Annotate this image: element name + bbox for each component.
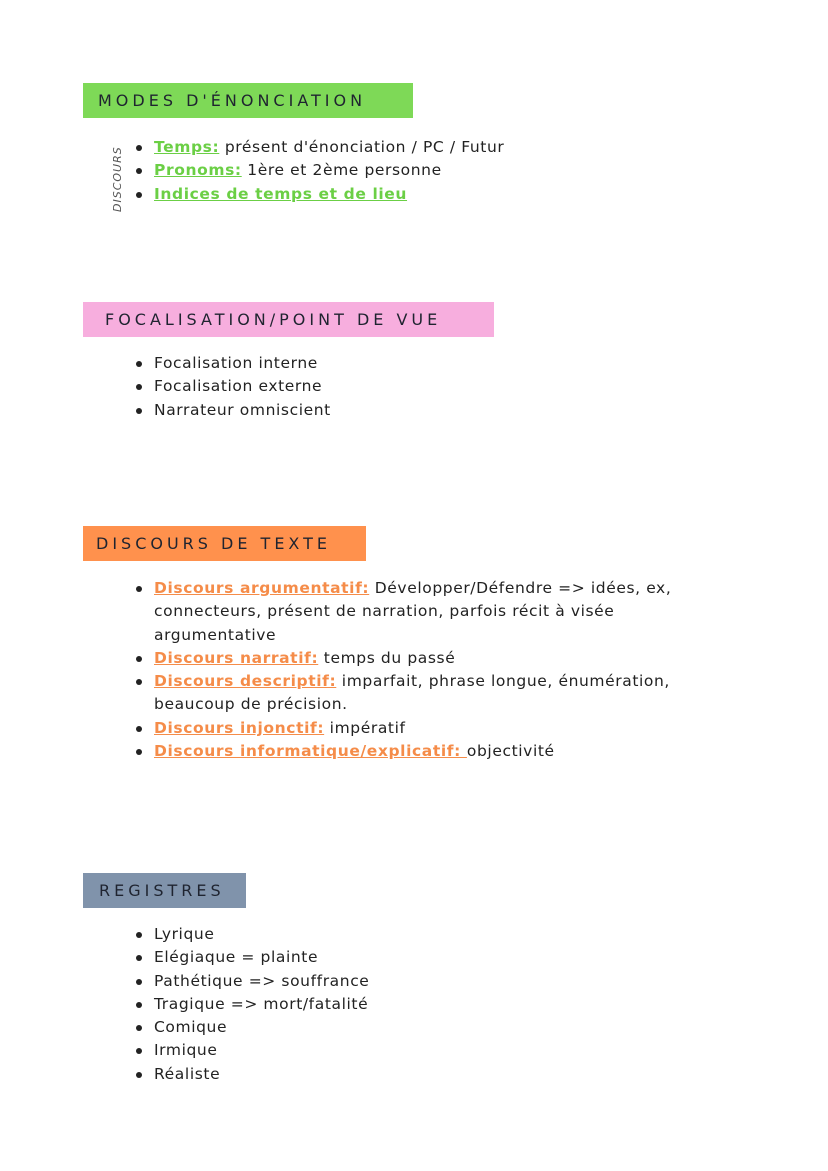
- heading-modes-enonciation: MODES D'ÉNONCIATION: [83, 83, 413, 118]
- keyword: Discours informatique/explicatif:: [154, 742, 467, 761]
- item-text: imparfait, phrase longue, énumération, beaucoup de précision.: [154, 672, 670, 714]
- item-text: présent d'énonciation / PC / Futur: [219, 138, 505, 156]
- list-item: [135, 670, 705, 717]
- list-item: [135, 136, 735, 159]
- discours-list: [135, 577, 705, 763]
- list-item: [135, 647, 705, 670]
- list-item: [135, 717, 705, 740]
- item-text: impératif: [324, 718, 406, 737]
- list-item: [135, 577, 705, 647]
- keyword: Indices de temps et de lieu: [154, 184, 408, 203]
- list-item: [135, 183, 735, 206]
- item-text: objectivité: [466, 742, 555, 761]
- list-item: Focalisation externe: [135, 375, 635, 398]
- keyword: Discours narratif:: [154, 648, 319, 667]
- keyword: Discours injonctif:: [154, 718, 325, 737]
- list-item: Comique: [135, 1016, 635, 1039]
- side-label-discours: DISCOURS: [111, 146, 124, 212]
- registres-list: [135, 923, 635, 1086]
- heading-discours-de-texte: DISCOURS DE TEXTE: [83, 526, 366, 561]
- list-item: [135, 740, 705, 763]
- keyword: Pronoms:: [154, 161, 242, 180]
- item-text: 1ère et 2ème personne: [241, 161, 442, 180]
- item-text: Développer/Défendre => idées, ex, connecteurs, présent de narration, parfois récit à visée argumentative: [154, 579, 672, 644]
- list-item: Lyrique: [135, 923, 635, 946]
- list-item: Elégiaque = plainte: [135, 946, 635, 969]
- list-item: Irmique: [135, 1039, 635, 1062]
- item-text: temps du passé: [318, 648, 456, 667]
- list-item: Pathétique => souffrance: [135, 970, 635, 993]
- modes-list: [135, 136, 735, 206]
- list-item: Focalisation interne: [135, 352, 635, 375]
- keyword: Discours argumentatif:: [154, 579, 370, 597]
- list-item: Tragique => mort/fatalité: [135, 993, 635, 1016]
- heading-focalisation: FOCALISATION/POINT DE VUE: [83, 302, 494, 337]
- list-item: [135, 159, 735, 182]
- list-item: Réaliste: [135, 1063, 635, 1086]
- keyword: Discours descriptif:: [154, 672, 337, 691]
- heading-registres: REGISTRES: [83, 873, 246, 908]
- keyword: Temps:: [154, 138, 220, 156]
- list-item: Narrateur omniscient: [135, 399, 635, 422]
- focalisation-list: [135, 352, 635, 422]
